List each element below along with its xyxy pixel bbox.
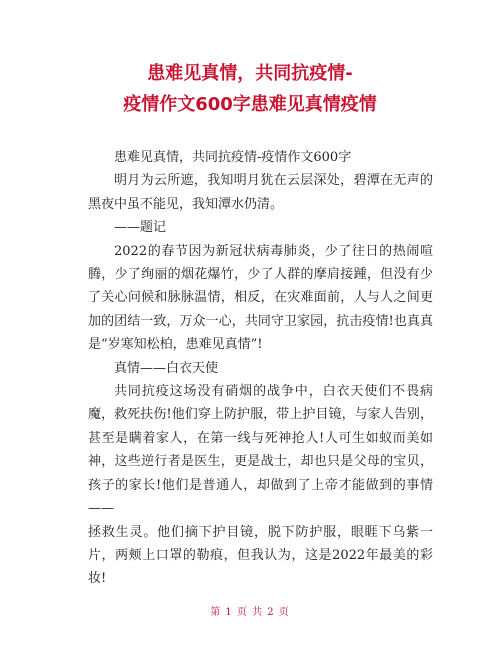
body-paragraph-continued: 拯救生灵。他们摘下护目镜，脱下防护服，眼睚下乌紫一片，两颊上口罩的勒痕，但我认为，这是2022年最美的彩妆! bbox=[88, 524, 433, 587]
section-heading: 真情——白衣天使 bbox=[114, 360, 219, 376]
epigraph-attribution: ——题记 bbox=[114, 220, 167, 236]
document-title-line-2: 疫情作文600字患难见真情疫情 bbox=[123, 94, 377, 115]
document-title-line-1: 患难见真情，共同抗疫情- bbox=[147, 63, 353, 84]
body-paragraph: 2022的春节因为新冠状病毒肺炎，少了往日的热闹喧腾，少了绚丽的烟花爆竹，少了人群的摩肩接踵，但没有少了关心问候和脉脉温情，相反，在灾难面前，人与人之间更加的团结一致，万众一心，共同守卫家园，抗击疫情!也真真是“岁寒知松柏，患难见真情”! bbox=[88, 243, 433, 353]
body-paragraph: 共同抗疫这场没有硝烟的战争中，白衣天使们不畏病魔，救死扶伤!他们穿上防护服，带上护目镜，与家人告别，甚至是瞒着家人，在第一线与死神抢人!人可生如蚁而美如神，这些逆行者是医生，更是战士，却也只是父母的宝贝，孩子的家长!他们是普通人，却做到了上帝才能做到的事情—— bbox=[88, 384, 433, 517]
subtitle-paragraph: 患难见真情，共同抗疫情-疫情作文600字 bbox=[114, 150, 352, 165]
body-paragraph: 明月为云所遮，我知明月犹在云层深处，碧潭在无声的黑夜中虽不能见，我知潭水仍清。 bbox=[88, 173, 433, 212]
document-body bbox=[88, 146, 433, 591]
page-number-footer: 第 1 页 共 2 页 bbox=[210, 607, 290, 618]
